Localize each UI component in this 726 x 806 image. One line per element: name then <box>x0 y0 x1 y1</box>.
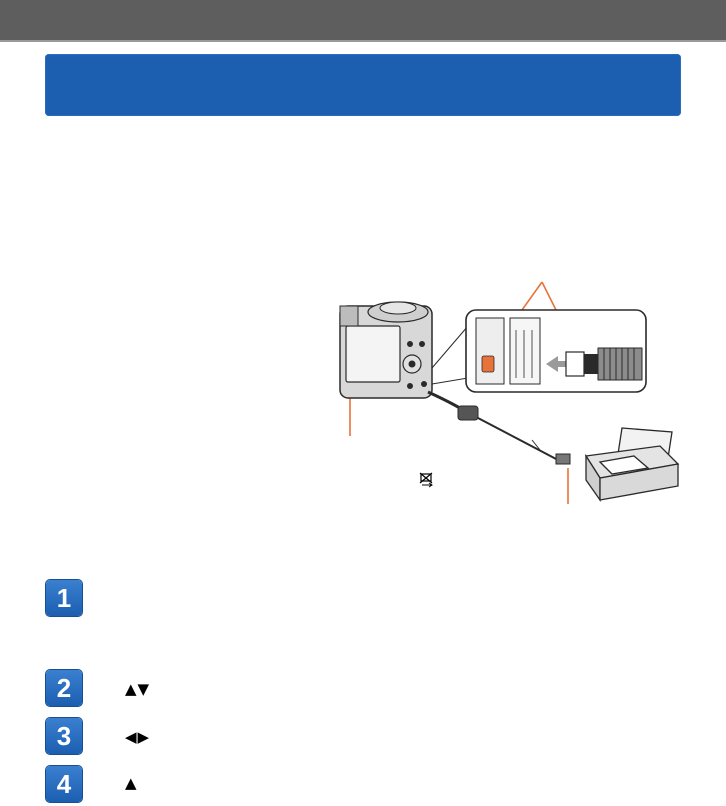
disconnect-icon <box>418 472 436 488</box>
section-title-bar <box>45 54 681 116</box>
step-1-number: 1 <box>56 582 72 613</box>
step-3-badge <box>46 718 82 754</box>
usb-port-callout <box>466 310 646 392</box>
usb-cable <box>428 392 570 464</box>
top-banner-edge <box>0 40 726 42</box>
step-3-number: 3 <box>56 720 72 751</box>
connection-illustration <box>300 268 680 518</box>
camera-icon <box>340 302 432 398</box>
printer-icon <box>586 428 678 500</box>
step-4-badge <box>46 766 82 802</box>
step-3-arrows: ◀▶ <box>125 728 151 746</box>
step-2-number: 2 <box>56 672 72 703</box>
step-2-arrows: ▲▼ <box>125 680 151 698</box>
top-banner <box>0 0 726 40</box>
step-2-badge <box>46 670 82 706</box>
step-4-number: 4 <box>56 768 72 799</box>
step-1-badge <box>46 580 82 616</box>
step-4-arrows: ▲ <box>125 774 138 792</box>
